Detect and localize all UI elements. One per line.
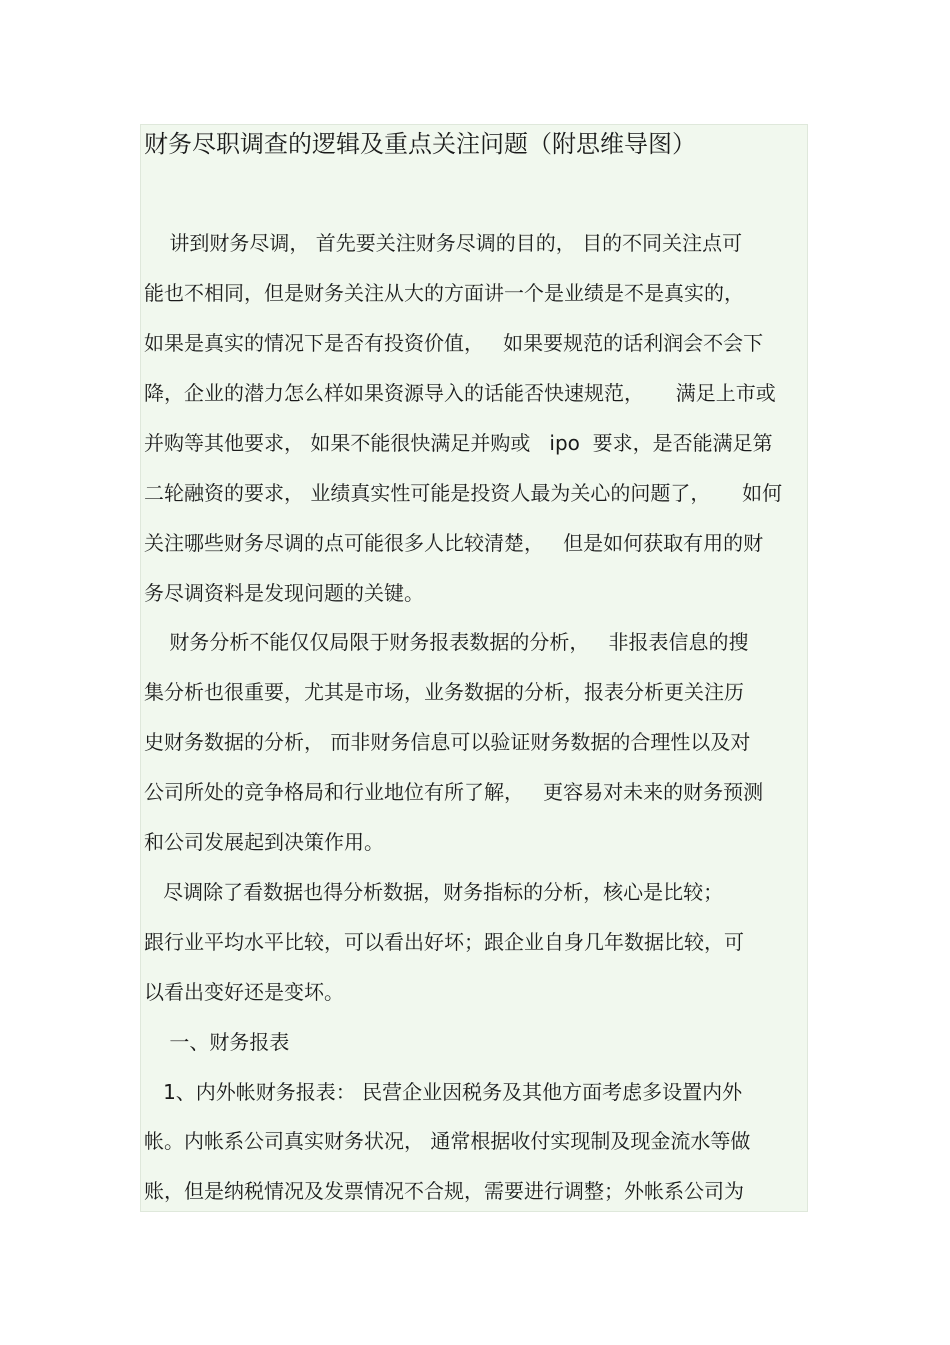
paragraph-line: 集分析也很重要，尤其是市场，业务数据的分析，报表分析更关注历 <box>144 680 744 704</box>
paragraph-line: 关注哪些财务尽调的点可能很多人比较清楚， 但是如何获取有用的财 <box>144 531 764 555</box>
paragraph-line: 如果是真实的情况下是否有投资价值， 如果要规范的话利润会不会下 <box>144 331 764 355</box>
section-heading: 一、财务报表 <box>144 1030 290 1054</box>
paragraph-line: 跟行业平均水平比较，可以看出好坏；跟企业自身几年数据比较，可 <box>144 930 744 954</box>
paragraph-line: 财务分析不能仅仅局限于财务报表数据的分析， 非报表信息的搜 <box>144 630 749 654</box>
paragraph-line: 史财务数据的分析， 而非财务信息可以验证财务数据的合理性以及对 <box>144 730 751 754</box>
paragraph-line: 以看出变好还是变坏。 <box>144 980 344 1004</box>
paragraph-line: 帐。内帐系公司真实财务状况， 通常根据收付实现制及现金流水等做 <box>144 1129 751 1153</box>
paragraph-line: 并购等其他要求， 如果不能很快满足并购或 ipo 要求，是否能满足第 <box>144 431 773 455</box>
paragraph-line: 公司所处的竞争格局和行业地位有所了解， 更容易对未来的财务预测 <box>144 780 764 804</box>
paragraph-line: 降，企业的潜力怎么样如果资源导入的话能否快速规范， 满足上市或 <box>144 381 776 405</box>
paragraph-line: 尽调除了看数据也得分析数据，财务指标的分析，核心是比较； <box>144 880 724 904</box>
paragraph-line: 二轮融资的要求， 业绩真实性可能是投资人最为关心的问题了， 如何 <box>144 481 783 505</box>
document-title: 财务尽职调查的逻辑及重点关注问题（附思维导图） <box>144 130 696 158</box>
paragraph-line: 1、内外帐财务报表： 民营企业因税务及其他方面考虑多设置内外 <box>144 1080 743 1104</box>
paragraph-line: 务尽调资料是发现问题的关键。 <box>144 581 424 605</box>
paragraph-line: 讲到财务尽调， 首先要关注财务尽调的目的， 目的不同关注点可 <box>144 231 743 255</box>
paragraph-line: 和公司发展起到决策作用。 <box>144 830 384 854</box>
paragraph-line: 账，但是纳税情况及发票情况不合规，需要进行调整；外帐系公司为 <box>144 1179 744 1203</box>
paragraph-line: 能也不相同，但是财务关注从大的方面讲一个是业绩是不是真实的， <box>144 281 744 305</box>
